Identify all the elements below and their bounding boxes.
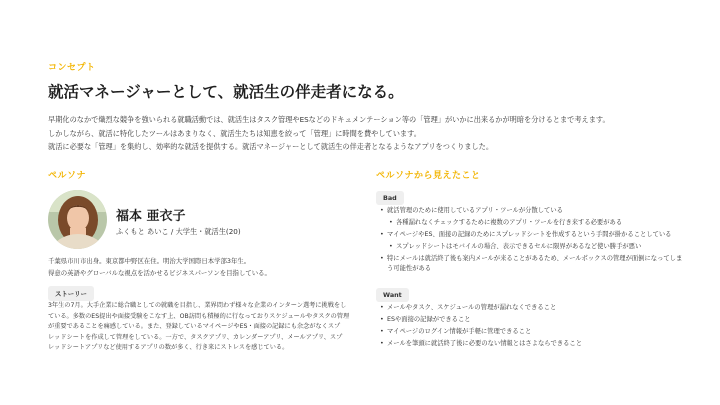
concept-line: 就活に必要な「管理」を集約し、効率的な就活を提供する。就活マネージャーとして就活生の伴走者となるようなアプリをつくりました。 (48, 142, 494, 151)
story-tag: ストーリー (48, 286, 94, 301)
want-item-text: メールを筆頭に就活終了後に必要のない情報とはさよならできること (387, 340, 583, 347)
bad-list-item (380, 230, 690, 240)
story-text (48, 301, 358, 354)
want-list-item (380, 339, 690, 349)
bad-item-text: 就活管理のために使用しているアプリ・ツールが分散している (387, 207, 563, 214)
bullet-icon: • (380, 255, 384, 262)
bullet-icon: • (380, 207, 384, 214)
bullet-icon: • (380, 340, 384, 347)
want-list (380, 303, 690, 351)
persona-description (48, 255, 271, 279)
concept-line: しかしながら、就活に特化したツールはあまりなく、就活生たちは知恵を絞って「管理」に時間を費やしています。 (48, 128, 421, 138)
bad-list (380, 206, 690, 276)
persona-subtitle: ふくもと あいこ / 大学生・就活生(20) (116, 227, 241, 236)
persona-desc-line: 千葉県市川市出身。東京都中野区在住。明治大学国際日本学部3年生。 (48, 257, 251, 265)
concept-section-label: コンセプト (48, 63, 96, 73)
bad-list-item (380, 218, 690, 228)
bad-list-item (380, 254, 690, 274)
persona-section-label: ペルソナ (48, 171, 87, 181)
bad-list-item (380, 242, 690, 252)
story-line: レッドシートアプリなど使用するアプリの数が多く、行き来にストレスを感じている。 (48, 344, 289, 351)
concept-line: 早期化のなかで熾烈な競争を強いられる就職活動では、就活生はタスク管理やESなどのドキュメンテーション等の「管理」がいかに出来るかが明暗を分けるとまで考えます。 (48, 115, 610, 124)
bad-item-text: スプレッドシートはモバイルの場合、表示できるセルに限界があるなど使い勝手が悪い (396, 243, 642, 250)
want-list-item (380, 327, 690, 337)
bad-item-text: マイページやES、面接の記録のためにスプレッドシートを作成するという手間が掛かることしている (387, 231, 672, 238)
bullet-icon: • (389, 243, 393, 250)
bad-item-text: 各種漏れなくチェックするために複数のアプリ・ツールを行き来する必要がある (396, 219, 623, 226)
bad-tag: Bad (376, 191, 404, 205)
bullet-icon: • (389, 219, 393, 226)
persona-desc-line: 得意の英語やグローバルな視点を活かせるビジネスパーソンを目指している。 (48, 269, 271, 277)
want-item-text: ESや面接の記録ができること (387, 316, 471, 323)
persona-avatar (48, 190, 107, 249)
bullet-icon: • (380, 316, 384, 323)
concept-description (48, 113, 688, 154)
story-line: 3年生の7月。大手企業に総合職としての就職を目指し、業界問わず様々な企業のインターン選考に挑戦をし (48, 302, 347, 309)
bad-item-text: 特にメールは就活終了後も案内メールが来ることがあるため、メールボックスの管理が面倒になってしま (387, 255, 683, 262)
story-line: が重要であることを痛感している。また、登録しているマイページやES・面接の記録にも余念がなくスプ (48, 323, 341, 330)
want-list-item (380, 303, 690, 313)
persona-photo (48, 190, 107, 249)
insights-section-label: ペルソナから見えたこと (376, 171, 481, 181)
want-tag: Want (376, 288, 409, 302)
bad-item-text: う可能性がある (387, 265, 432, 272)
bullet-icon: • (380, 304, 384, 311)
bullet-icon: • (380, 231, 384, 238)
persona-name: 福本 亜衣子 (116, 209, 186, 224)
page-headline: 就活マネージャーとして、就活生の伴走者になる。 (48, 83, 404, 101)
story-line: レッドシートを作成して管理をしている。一方で、タスクアプリ、カレンダーアプリ、メールアプリ、スプ (48, 333, 343, 341)
bullet-icon: • (380, 328, 384, 335)
want-list-item (380, 315, 690, 325)
bad-list-item (380, 206, 690, 216)
want-item-text: マイページのログイン情報が手軽に管理できること (387, 328, 532, 335)
story-line: ている。多数のES提出や面接受験をこなす上、OB訪問も積極的に行なっておりスケジュールやタスクの管理 (48, 312, 350, 320)
want-item-text: メールやタスク、スケジュールの管理が漏れなくできること (387, 304, 557, 311)
